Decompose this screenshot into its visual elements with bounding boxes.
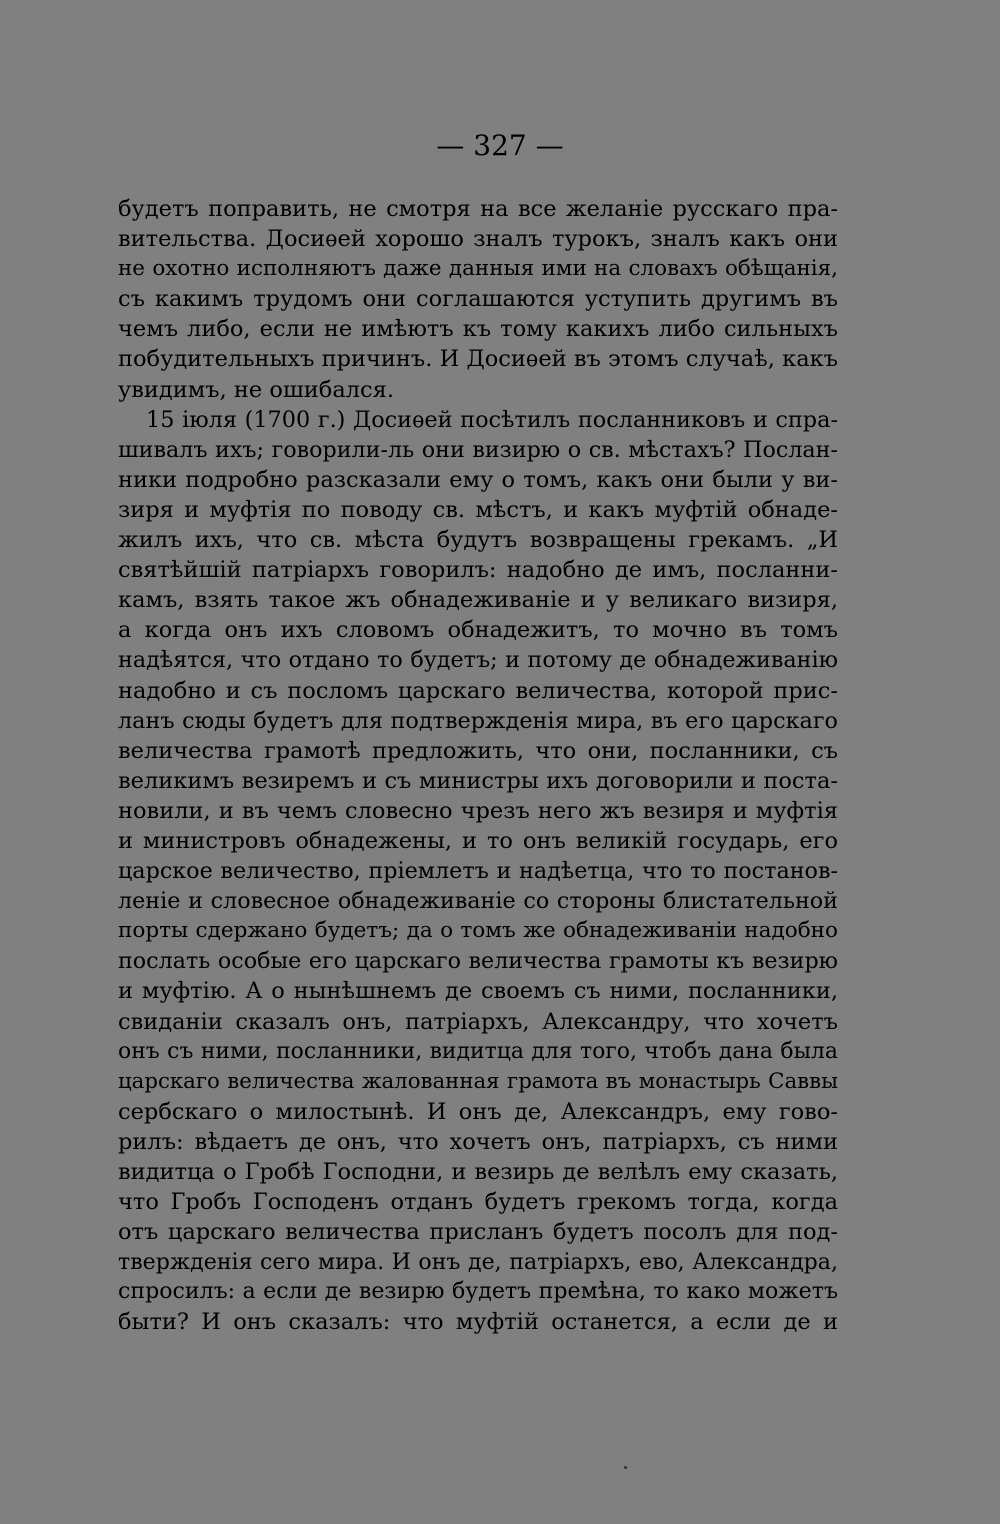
text-line: чемъ либо, если не имѣютъ къ тому какихъ либо сильныхъ (118, 316, 838, 343)
text-line: сербскаго о милостынѣ. И онъ де, Александръ, ему гово- (118, 1098, 838, 1125)
text-line: жилъ ихъ, что св. мѣста будутъ возвращены грекамъ. „И (118, 527, 838, 554)
text-line: святѣйшій патріархъ говорилъ: надобно де имъ, посланни- (118, 557, 838, 584)
text-line: рилъ: вѣдаетъ де онъ, что хочетъ онъ, патріархъ, съ ними (118, 1128, 838, 1155)
text-line: камъ, взять такое жъ обнадеживаніе и у великаго визиря, (118, 587, 838, 614)
text-line: царское величество, пріемлетъ и надѣетца, что то постанов- (118, 858, 838, 885)
text-line: ники подробно разсказали ему о томъ, какъ они были у ви- (118, 466, 838, 493)
text-line: вительства. Досиѳей хорошо зналъ турокъ, зналъ какъ они (118, 226, 838, 253)
text-line: не охотно исполняютъ даже данныя ими на словахъ обѣщанія, (118, 256, 838, 282)
text-line: быти? И онъ сказалъ: что муфтій останется, а если де и (118, 1309, 838, 1336)
text-line: будетъ поправить, не смотря на все желаніе русскаго пра- (118, 196, 838, 222)
text-line: новили, и въ чемъ словесно чрезъ него жъ везиря и муфтія (118, 797, 838, 824)
text-line: свиданіи сказалъ онъ, патріархъ, Александру, что хочетъ (118, 1008, 838, 1035)
text-line: порты сдержано будетъ; да о томъ же обнадеживаніи надобно (118, 918, 838, 944)
text-line: твержденія сего мира. И онъ де, патріархъ, ево, Александра, (118, 1249, 838, 1276)
text-line: побудительныхъ причинъ. И Досиѳей въ этомъ случаѣ, какъ (118, 346, 838, 373)
text-line: онъ съ ними, посланники, видитца для того, чтобъ дана была (118, 1038, 838, 1064)
text-line: послать особые его царскаго величества грамоты къ везирю (118, 948, 838, 975)
text-line: а когда онъ ихъ словомъ обнадежитъ, то мочно въ томъ (118, 617, 838, 644)
text-line: царскаго величества жалованная грамота въ монастырь Саввы (118, 1068, 838, 1094)
text-line: великимъ везиремъ и съ министры ихъ договорили и поста- (118, 767, 838, 794)
text-line: величества грамотѣ предложить, что они, посланники, съ (118, 737, 838, 764)
text-line: леніе и словесное обнадеживаніе со стороны блистательной (118, 888, 838, 915)
paragraph-first-line: 15 іюля (1700 г.) Досиѳей посѣтилъ посланниковъ и спра- (146, 406, 838, 433)
text-line: съ какимъ трудомъ они соглашаются уступить другимъ въ (118, 286, 838, 313)
text-line: и муфтію. А о нынѣшнемъ де своемъ съ ними, посланники, (118, 978, 838, 1005)
text-line: зиря и муфтія по поводу св. мѣстъ, и какъ муфтій обнаде- (118, 496, 838, 523)
text-line: видитца о Гробѣ Господни, и везирь де велѣлъ ему сказать, (118, 1159, 838, 1185)
text-line: надѣятся, что отдано то будетъ; и потому де обнадеживанію (118, 647, 838, 674)
scan-speck (624, 1466, 627, 1469)
body-text (118, 194, 838, 1338)
text-line: увидимъ, не ошибался. (118, 376, 394, 403)
text-line: ланъ сюды будетъ для подтвержденія мира, въ его царскаго (118, 707, 838, 734)
page-number: — 327 — (436, 129, 564, 162)
text-line: спросилъ: а если де везирю будетъ премѣна, то како можетъ (118, 1279, 838, 1305)
text-line: отъ царскаго величества присланъ будетъ посолъ для под- (118, 1219, 838, 1246)
text-line: шивалъ ихъ; говорили-ль они визирю о св. мѣстахъ? Послан- (118, 436, 838, 463)
text-line: что Гробъ Господенъ отданъ будетъ грекомъ тогда, когда (118, 1189, 838, 1216)
text-line: и министровъ обнадежены, и то онъ великій государь, его (118, 827, 838, 854)
text-line: надобно и съ посломъ царскаго величества, которой прис- (118, 677, 838, 704)
